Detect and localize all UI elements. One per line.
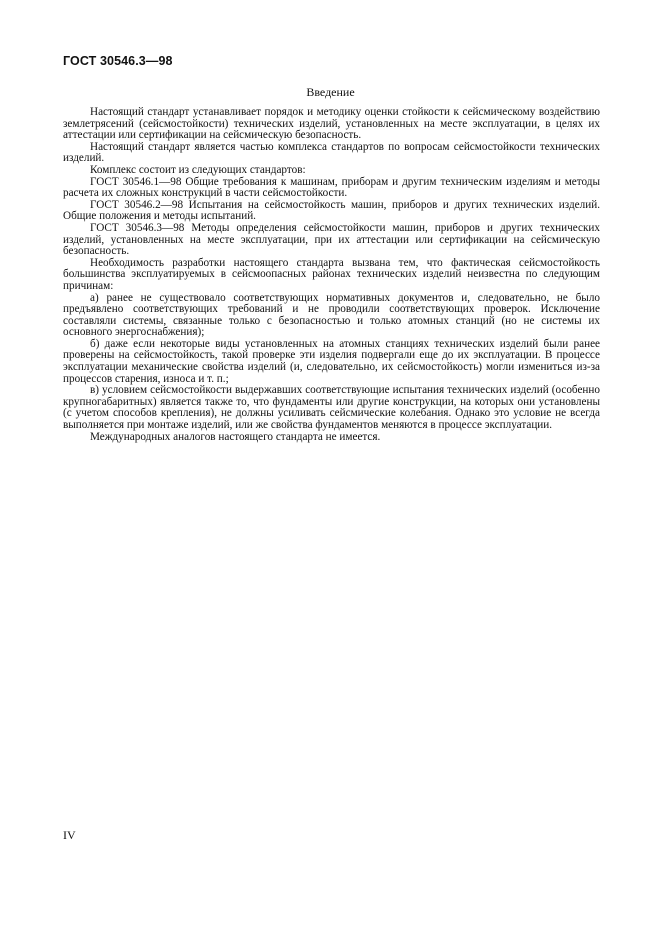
paragraph: Настоящий стандарт устанавливает порядок и методику оценки стойкости к сейсмическому воздействию землетрясений (сейсмостойкости) технических изделий, установленных на месте эксплуатации, в целях их аттестации или сертификации на сейсмическую безопасность.	[63, 106, 600, 142]
document-header: ГОСТ 30546.3—98	[63, 54, 173, 68]
paragraph: Международных аналогов настоящего стандарта не имеется.	[90, 430, 381, 443]
list-item-c: в) условием сейсмостойкости выдержавших соответствующие испытания технических изделий (особенно крупногабаритных) является также то, что фундаменты или другие конструкции, на которых они установлены (с учетом способов крепления), не должны усиливать сейсмические колебания. Однако это условие не всегда выполняется при монтаже изделий, или же свойства фундаментов меняются в процессе эксплуатации.	[63, 384, 600, 432]
body-text	[63, 107, 600, 443]
paragraph: ГОСТ 30546.1—98 Общие требования к машинам, приборам и другим техническим изделиям и методы расчета их сложных конструкций в части сейсмостойкости.	[63, 175, 600, 200]
list-item-a: а) ранее не существовало соответствующих нормативных документов и, следовательно, не было предъявлено соответствующих требований и не проводили соответствующих проверок. Исключение составляли системы, связанные только с безопасностью и только атомных станций (но не системы их основного энергоснабжения);	[63, 291, 600, 339]
list-item-b: б) даже если некоторые виды установленных на атомных станциях технических изделий были ранее проверены на сейсмостойкость, такой проверке эти изделия подвергали еще до их эксплуатации. В процессе эксплуатации механические свойства изделий (и, следовательно, их сейсмостойкость) могли измениться из-за процессов старения, износа и т. п.;	[63, 337, 600, 385]
paragraph: Необходимость разработки настоящего стандарта вызвана тем, что фактическая сейсмостойкость большинства эксплуатируемых в сейсмоопасных районах технических изделий неизвестна по следующим причинам:	[63, 256, 600, 292]
section-title: Введение	[306, 85, 355, 99]
paragraph: ГОСТ 30546.3—98 Методы определения сейсмостойкости машин, приборов и других технических изделий, установленных на месте эксплуатации, при их аттестации или сертификации на сейсмическую безопасность.	[63, 221, 600, 258]
page-number: IV	[63, 828, 76, 842]
paragraph: Настоящий стандарт является частью комплекса стандартов по вопросам сейсмостойкости технических изделий.	[63, 140, 600, 165]
paragraph: Комплекс состоит из следующих стандартов:	[90, 163, 306, 176]
paragraph: ГОСТ 30546.2—98 Испытания на сейсмостойкость машин, приборов и других технических изделий. Общие положения и методы испытаний.	[63, 198, 600, 223]
